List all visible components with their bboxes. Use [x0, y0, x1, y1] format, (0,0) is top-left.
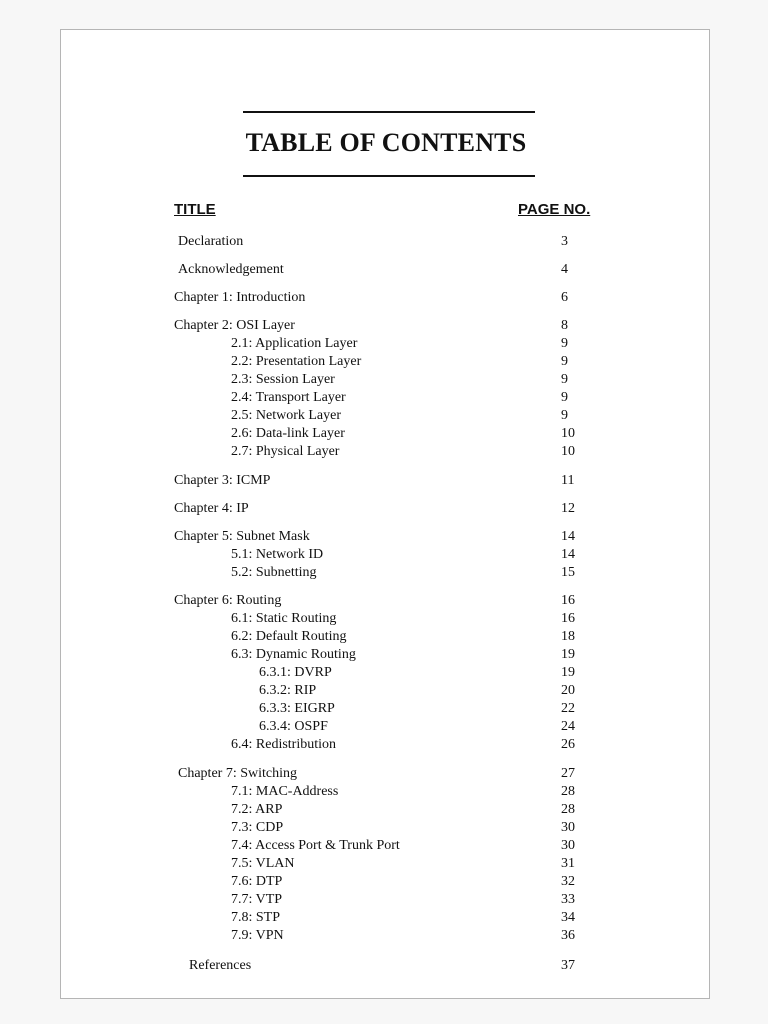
toc-entry-title: Declaration: [178, 234, 244, 249]
toc-entry-title: 7.7: VTP: [231, 892, 283, 907]
toc-entry-title: 6.3.3: EIGRP: [259, 701, 335, 716]
toc-entry: [61, 317, 711, 335]
toc-entry-page: 12: [561, 501, 575, 516]
toc-entry: [61, 610, 711, 628]
toc-entry-page: 34: [561, 910, 575, 925]
toc-entry-title: 6.3.4: OSPF: [259, 719, 328, 734]
toc-entry-title: Chapter 1: Introduction: [174, 290, 306, 305]
toc-entry-page: 10: [561, 444, 575, 459]
toc-entry: [61, 407, 711, 425]
toc-entry: [61, 371, 711, 389]
toc-entry: [61, 855, 711, 873]
toc-entry-title: Chapter 4: IP: [174, 501, 249, 516]
toc-entry: [61, 736, 711, 754]
toc-entry-page: 36: [561, 928, 575, 943]
toc-entry-title: 5.1: Network ID: [231, 547, 324, 562]
toc-entry-page: 11: [561, 473, 575, 488]
toc-entry: [61, 353, 711, 371]
toc-entry-title: Acknowledgement: [178, 262, 284, 277]
toc-entry-page: 9: [561, 354, 568, 369]
toc-entry-title: 7.9: VPN: [231, 928, 284, 943]
toc-entry: [61, 682, 711, 700]
toc-entry-title: 7.4: Access Port & Trunk Port: [231, 838, 400, 853]
toc-entry-title: 5.2: Subnetting: [231, 565, 317, 580]
toc-entry-title: 2.7: Physical Layer: [231, 444, 340, 459]
toc-entry-title: Chapter 7: Switching: [178, 766, 297, 781]
title-bottom-rule: [243, 175, 535, 177]
toc-entry-page: 20: [561, 683, 575, 698]
toc-entry: [61, 718, 711, 736]
toc-entry-title: 6.3.1: DVRP: [259, 665, 332, 680]
toc-entry: [61, 546, 711, 564]
toc-entry-page: 19: [561, 647, 575, 662]
toc-entry-title: 6.2: Default Routing: [231, 629, 347, 644]
toc-entry-title: 6.4: Redistribution: [231, 737, 336, 752]
toc-entry: [61, 233, 711, 251]
toc-entry: [61, 646, 711, 664]
toc-entry-page: 9: [561, 336, 568, 351]
toc-entry-page: 14: [561, 529, 575, 544]
toc-entry-title: 7.5: VLAN: [231, 856, 295, 871]
toc-entry-page: 4: [561, 262, 568, 277]
toc-entry: [61, 664, 711, 682]
toc-entry-title: 2.1: Application Layer: [231, 336, 358, 351]
toc-entry-title: 6.3.2: RIP: [259, 683, 317, 698]
toc-entry-title: Chapter 2: OSI Layer: [174, 318, 295, 333]
toc-entry-page: 9: [561, 390, 568, 405]
toc-entry: [61, 500, 711, 518]
toc-entry-page: 19: [561, 665, 575, 680]
toc-entry-page: 18: [561, 629, 575, 644]
toc-entry: [61, 289, 711, 307]
toc-entry-page: 16: [561, 611, 575, 626]
document-page: [60, 29, 710, 999]
toc-entry-title: 2.3: Session Layer: [231, 372, 335, 387]
toc-entry: [61, 389, 711, 407]
toc-entry-page: 9: [561, 372, 568, 387]
toc-entry-title: 2.5: Network Layer: [231, 408, 342, 423]
toc-entry-page: 37: [561, 958, 575, 973]
toc-entry-title: 2.2: Presentation Layer: [231, 354, 362, 369]
toc-entry: [61, 957, 711, 975]
toc-entry-page: 30: [561, 820, 575, 835]
toc-entry: [61, 700, 711, 718]
toc-entry-page: 30: [561, 838, 575, 853]
toc-entry-page: 31: [561, 856, 575, 871]
toc-entry: [61, 927, 711, 945]
toc-entry-page: 9: [561, 408, 568, 423]
toc-entry-title: 6.1: Static Routing: [231, 611, 337, 626]
toc-entry: [61, 472, 711, 490]
toc-entry-title: 2.4: Transport Layer: [231, 390, 346, 405]
toc-entry-title: Chapter 3: ICMP: [174, 473, 271, 488]
toc-entry-page: 28: [561, 802, 575, 817]
toc-entry-title: Chapter 6: Routing: [174, 593, 282, 608]
toc-entry: [61, 873, 711, 891]
toc-entry-title: References: [189, 958, 252, 973]
toc-entry: [61, 592, 711, 610]
toc-entry-title: 6.3: Dynamic Routing: [231, 647, 356, 662]
toc-entry: [61, 425, 711, 443]
toc-entry-page: 14: [561, 547, 575, 562]
toc-entry: [61, 783, 711, 801]
toc-entry: [61, 909, 711, 927]
title-column-header: TITLE: [174, 201, 216, 218]
toc-entry: [61, 801, 711, 819]
toc-entry-title: 7.6: DTP: [231, 874, 283, 889]
toc-entry-page: 6: [561, 290, 568, 305]
toc-entry: [61, 819, 711, 837]
toc-entry: [61, 628, 711, 646]
toc-entry-page: 3: [561, 234, 568, 249]
toc-entry: [61, 891, 711, 909]
toc-entry: [61, 765, 711, 783]
toc-entry-title: 2.6: Data-link Layer: [231, 426, 345, 441]
toc-entry-title: 7.8: STP: [231, 910, 281, 925]
toc-entry-page: 28: [561, 784, 575, 799]
toc-entry: [61, 528, 711, 546]
title-top-rule: [243, 111, 535, 113]
toc-entry-page: 16: [561, 593, 575, 608]
toc-entry-page: 27: [561, 766, 575, 781]
toc-entry: [61, 261, 711, 279]
toc-entry-page: 33: [561, 892, 575, 907]
toc-entry: [61, 837, 711, 855]
toc-entry: [61, 564, 711, 582]
toc-entry-title: 7.1: MAC-Address: [231, 784, 339, 799]
page-column-header: PAGE NO.: [518, 201, 591, 218]
toc-entry-title: 7.2: ARP: [231, 802, 283, 817]
page-title: TABLE OF CONTENTS: [245, 128, 527, 157]
toc-entry-title: 7.3: CDP: [231, 820, 284, 835]
toc-entry: [61, 443, 711, 461]
toc-entry: [61, 335, 711, 353]
toc-entry-page: 24: [561, 719, 575, 734]
toc-entry-page: 26: [561, 737, 575, 752]
toc-entry-page: 32: [561, 874, 575, 889]
toc-entry-page: 22: [561, 701, 575, 716]
toc-entry-page: 8: [561, 318, 568, 333]
toc-entry-page: 10: [561, 426, 575, 441]
toc-entry-title: Chapter 5: Subnet Mask: [174, 529, 310, 544]
toc-entry-page: 15: [561, 565, 575, 580]
